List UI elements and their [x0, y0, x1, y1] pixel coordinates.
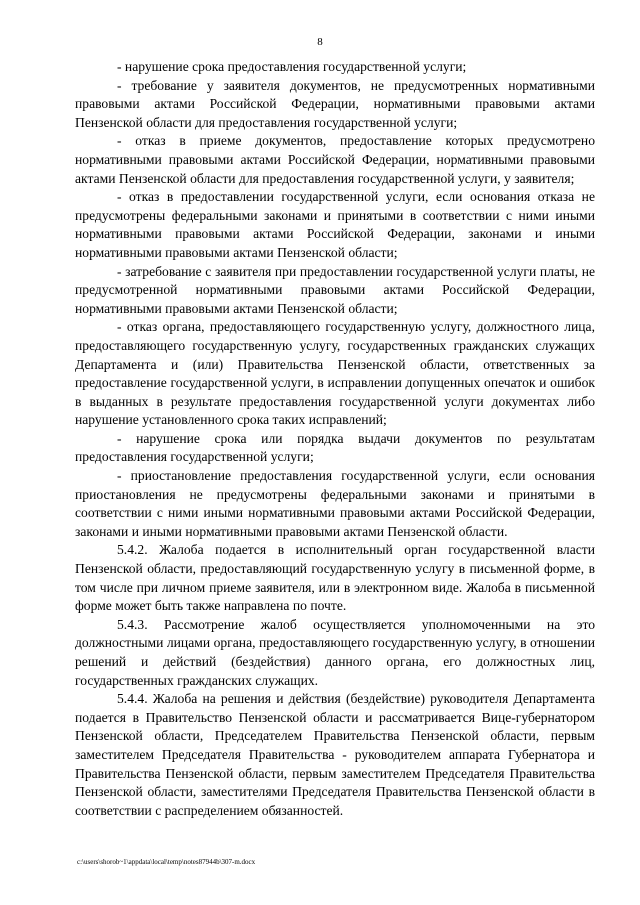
footer-file-path: c:\users\shorob~1\appdata\local\temp\notes87944b\307-m.docx: [77, 858, 256, 866]
list-item: - требование у заявителя документов, не предусмотренных нормативными правовыми актами Российской Федерации, нормативными правовыми актами Пензенской области для предоставления государственной услуги;: [75, 77, 595, 130]
list-item: - приостановление предоставления государственной услуги, если основания приостановления не предусмотрены федеральными законами и принятыми в соответствии с ними иными нормативными правовыми актами Российской Федерации, законами и иными нормативными правовыми актами Пензенской области.: [75, 468, 595, 539]
list-item: - затребование с заявителя при предоставлении государственной услуги платы, не предусмотренной нормативными правовыми актами Российской Федерации, нормативными правовыми актами Пензенской области;: [75, 263, 595, 316]
list-item: - нарушение срока или порядка выдачи документов по результатам предоставления государственной услуги;: [75, 430, 595, 465]
list-item: - отказ органа, предоставляющего государственную услугу, должностного лица, предоставляющего государственную услугу, государственных гражданских служащих Департамента и (или) Правительства Пензенской области, ответственных за предоставление государственной услуги, в исправлении допущенных опечаток и ошибок в выданных в результате предоставления государственной услуги документах либо нарушение установленного срока таких исправлений;: [75, 319, 595, 428]
paragraph-5-4-3: 5.4.3. Рассмотрение жалоб осуществляется уполномоченными на это должностными лицами органа, предоставляющего государственную услугу, в отношении решений и действий (бездействия) данного органа, его должностных лиц, государственных гражданских служащих.: [75, 616, 595, 688]
list-item: - отказ в приеме документов, предоставление которых предусмотрено нормативными правовыми актами Российской Федерации, нормативными правовыми актами Пензенской области для предоставления государственной услуги, у заявителя;: [75, 133, 595, 186]
page-number: 8: [317, 36, 323, 48]
list-item: - нарушение срока предоставления государственной услуги;: [117, 59, 467, 74]
paragraph-5-4-2: 5.4.2. Жалоба подается в исполнительный орган государственной власти Пензенской области, предоставляющий государственную услугу в письменной форме, в том числе при личном приеме заявителя, или в электронном виде. Жалоба в письменной форме может быть также направлена по почте.: [75, 542, 595, 614]
list-item: - отказ в предоставлении государственной услуги, если основания отказа не предусмотрены федеральными законами и принятыми в соответствии с ними иными нормативными правовыми актами Российской Федерации, законами и иными нормативными правовыми актами Пензенской области;: [75, 189, 595, 260]
paragraph-5-4-4: 5.4.4. Жалоба на решения и действия (бездействие) руководителя Департамента подается в Правительство Пензенской области и рассматривается Вице-губернатором Пензенской области, Председателем Правительства Пензенской области, первым заместителем Председателя Правительства - руководителем аппарата Губернатора и Правительства Пензенской области, первым заместителем Председателя Правительства Пензенской области, заместителями Председателя Правительства Пензенской области в соответствии с распределением обязанностей.: [75, 691, 595, 818]
document-body: [75, 58, 595, 820]
